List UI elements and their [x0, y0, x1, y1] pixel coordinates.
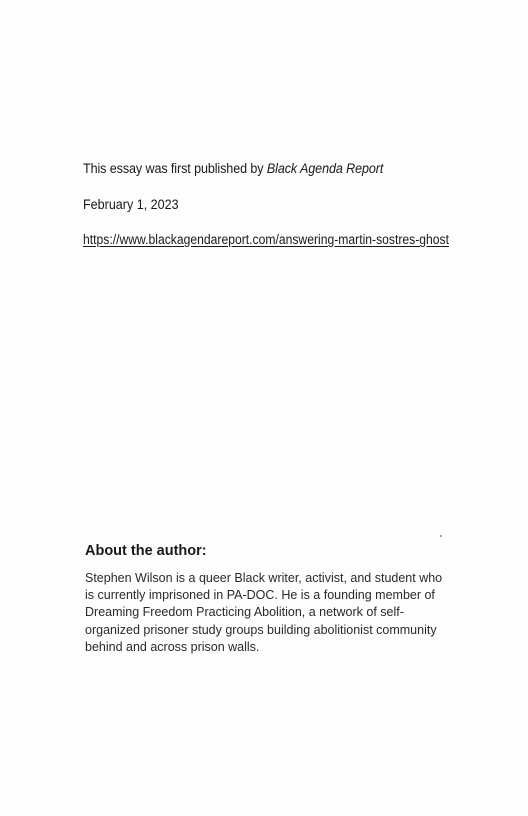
bio-line: organized prisoner study groups building abolitionist community — [85, 622, 437, 637]
publication-prefix: This essay was first published by — [83, 161, 267, 176]
about-author-heading: About the author: — [85, 543, 207, 559]
bio-line: behind and across prison walls. — [85, 639, 260, 654]
bio-line: Dreaming Freedom Practicing Abolition, a network of self- — [85, 605, 404, 620]
publication-date: February 1, 2023 — [83, 197, 179, 212]
article-link[interactable]: https://www.blackagendareport.com/answering-martin-sostres-ghost — [83, 232, 450, 247]
bio-line: is currently imprisoned in PA-DOC. He is a founding member of — [85, 588, 435, 603]
scan-speck — [440, 535, 442, 537]
publication-source: Black Agenda Report — [266, 161, 384, 176]
author-bio — [85, 570, 480, 656]
publication-note — [83, 161, 383, 176]
bio-line: Stephen Wilson is a queer Black writer, activist, and student who — [85, 571, 443, 585]
